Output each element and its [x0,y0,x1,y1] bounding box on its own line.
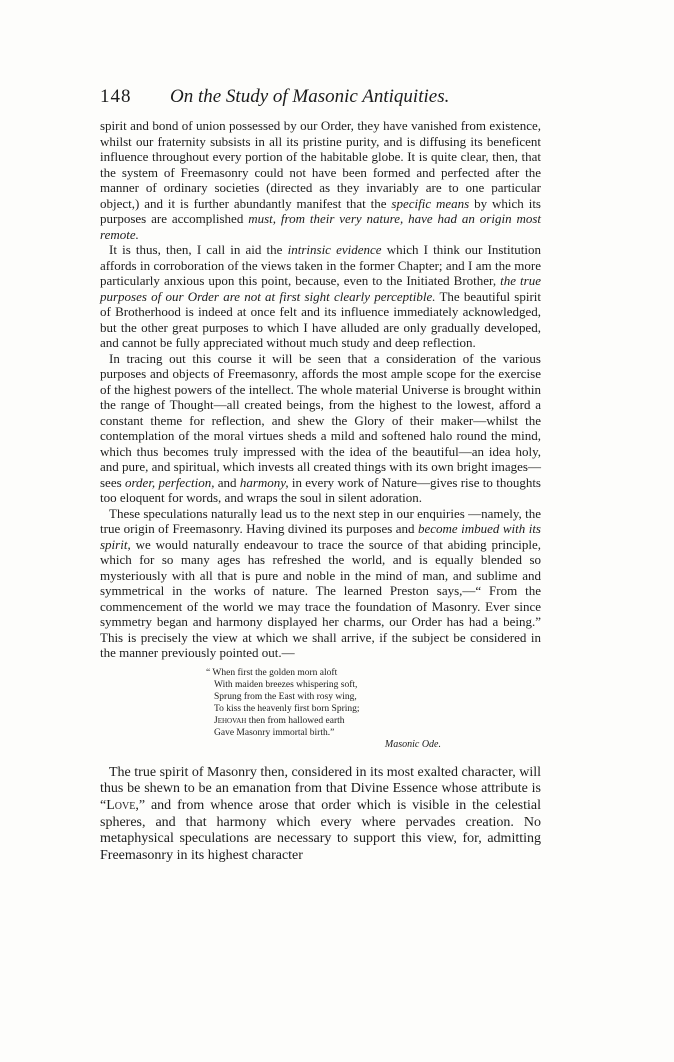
italic-run: order, perfection, [124,474,215,490]
text-run: by which its purposes are accomplished [100,195,541,226]
book-page [100,86,541,865]
poem-line: Sprung from the East with rosy wing, [214,691,357,702]
jehovah-word: Jehovah [214,715,247,726]
text-run: which I think our Institution affords in corroboration of the views taken in the former Chapter; and I am the more particularly anxious upon this point, because, even to the Initiated Brother, [100,242,541,288]
text-run: The beautiful spirit of Brotherhood is indeed at once felt and its influence immediately acknowledged, but the other great purposes to which I have alluded are only gradually developed, and cannot be fully appreciated without much study and deep reflection. [100,288,542,350]
text-run: These speculations naturally lead us to the next step in our enquiries —namely, the true origin of Freemasonry. Having divined its purposes and [100,505,541,536]
page-header [100,86,541,112]
text-run: ,” and from whence arose that order which is visible in the celestial spheres, and that harmony which every where pervades creation. No metaphysical speculations are necessary to support this view, for, admitting Freemasonry in its highest character [100,797,541,864]
running-title: On the Study of Masonic Antiquities. [170,86,450,107]
page-number: 148 [100,86,132,107]
paragraph-1 [100,118,541,242]
poem-line: With maiden breezes whispering soft, [214,679,358,690]
text-run: The true spirit of Masonry then, considered in its most exalted character, will thus be shewn to be an emanation from that Divine Essence whose attribute is “ [100,764,541,813]
text-run: in every work of Nature—gives rise to thoughts too eloquent for words, and wraps the soul in silent adoration. [100,474,541,505]
poem-line [206,715,541,727]
italic-run: specific means [391,195,470,211]
poem-quote [206,667,541,739]
italic-run: the true purposes of our Order are not at first sight clearly perceptible. [100,273,541,304]
text-run: In tracing out this course it will be seen that a consideration of the various purposes and objects of Freemasonry, affords the most ample scope for the exercise of the highest powers of the intellect. The whole material Universe is brought within the range of Thought—all created beings, from the highest to the lowest, afford a constant theme for reflection, and shew the Glory of their maker—whilst the contemplation of the moral virtues sheds a mild and softened halo round the mind, which thus becomes truly impressed with the idea of the beautiful—an idea holy, and pure, and spiritual, which invests all created things with its own bright images—sees [100,350,541,490]
paragraph-4 [100,506,541,661]
text-run: then from hallowed earth [248,715,345,726]
paragraph-3 [100,351,541,506]
poem-line: “ When first the golden morn aloft [206,667,338,678]
italic-run: must, from their very nature, have had an origin most remote. [100,211,541,242]
text-run: we would naturally endeavour to trace the source of that abiding principle, which for so many ages has refreshed the world, and is equally blended so mysteriously with all that is pure and noble in the mind of man, and sublime and symmetrical in the works of nature. The learned Preston says,—“ From the commencement of the world we may trace the foundation of Masonry. Ever since symmetry began and harmony displayed her charms, our Order has had a being.” This is precisely the view at which we shall arrive, if the subject be considered in the manner previously pointed out.— [100,536,541,660]
paragraph-2 [100,242,541,351]
text-run: and [214,474,240,490]
text-run: It is thus, then, I call in aid the [109,242,288,257]
italic-run: become imbued with its spirit, [100,521,541,552]
italic-run: intrinsic evidence [287,242,382,257]
text-run: spirit and bond of union possessed by our Order, they have vanished from existence, whilst our fraternity subsists in all its pristine purity, and is diffusing its beneficent influence throughout every portion of the habitable globe. It is quite clear, then, that the system of Freemasonry could not have been formed and perfected after the manner of ordinary societies (directed as they invariably are to one particular object,) and it is further abundantly manifest that the [100,118,541,211]
poem-line: Gave Masonry immortal birth.” [214,727,335,738]
italic-run: harmony, [239,474,289,490]
paragraph-5 [100,765,541,865]
love-word: Love [106,797,136,813]
poem-line: To kiss the heavenly first born Spring; [214,703,360,714]
poem-attribution: Masonic Ode. [384,738,441,750]
